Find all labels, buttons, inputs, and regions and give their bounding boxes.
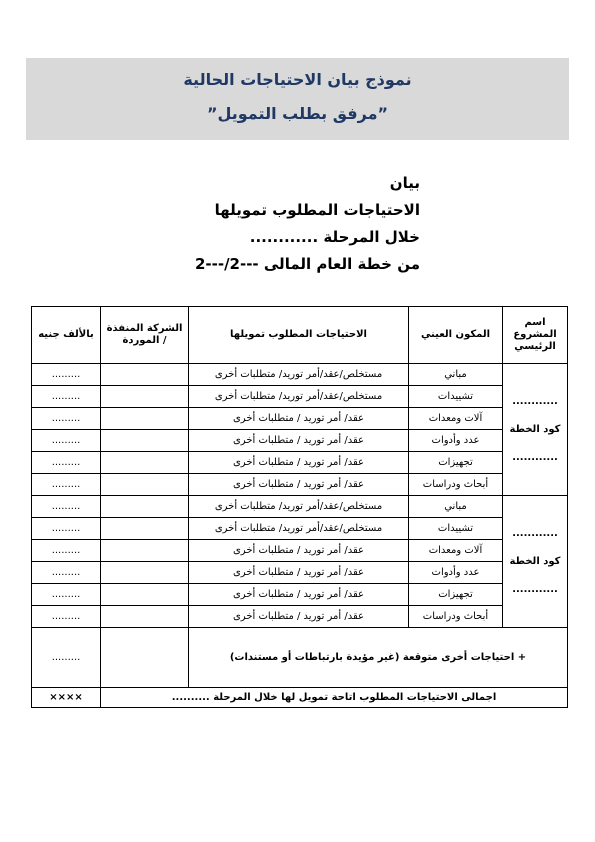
table-row (32, 540, 568, 562)
header-component: المكون العيني (409, 307, 503, 364)
need-cell: عقد/ أمر توريد / متطلبات أخرى (189, 562, 409, 584)
component-cell: آلات ومعدات (409, 408, 503, 430)
plan-code-placeholder: ............ (512, 451, 558, 463)
need-cell: مستخلص/عقد/أمر توريد/ متطلبات أخرى (189, 518, 409, 540)
component-cell: تشييدات (409, 386, 503, 408)
amount-cell: ......... (32, 562, 101, 584)
amount-cell: ......... (32, 408, 101, 430)
component-cell: أبحاث ودراسات (409, 606, 503, 628)
project-cell (503, 364, 568, 496)
table-row (32, 408, 568, 430)
component-cell: عدد وأدوات (409, 562, 503, 584)
company-cell (101, 474, 189, 496)
table-row (32, 474, 568, 496)
amount-cell: ......... (32, 474, 101, 496)
component-cell: أبحاث ودراسات (409, 474, 503, 496)
header-project: اسم المشروع الرئيسي (503, 307, 568, 364)
company-cell (101, 606, 189, 628)
company-cell (101, 408, 189, 430)
component-cell: تجهيزات (409, 452, 503, 474)
amount-cell: ......... (32, 430, 101, 452)
other-needs-amount: ......... (32, 628, 101, 688)
amount-cell: ......... (32, 496, 101, 518)
amount-cell: ......... (32, 584, 101, 606)
component-cell: تشييدات (409, 518, 503, 540)
company-cell (101, 386, 189, 408)
project-name-placeholder: ............ (512, 527, 558, 539)
table-row (32, 584, 568, 606)
need-cell: عقد/ أمر توريد / متطلبات أخرى (189, 408, 409, 430)
component-cell: تجهيزات (409, 584, 503, 606)
amount-cell: ......... (32, 386, 101, 408)
heading-statement: بيان (389, 174, 420, 192)
table-row (32, 518, 568, 540)
document-title: نموذج بيان الاحتياجات الحالية (183, 70, 412, 89)
document-subtitle: ”مرفق بطلب التمويل” (206, 104, 389, 123)
amount-cell: ......... (32, 364, 101, 386)
plan-code-label: كود الخطة (509, 555, 561, 567)
need-cell: عقد/ أمر توريد / متطلبات أخرى (189, 474, 409, 496)
title-banner (26, 58, 569, 140)
component-cell: مباني (409, 364, 503, 386)
company-cell (101, 518, 189, 540)
plan-code-label: كود الخطة (509, 423, 561, 435)
company-cell (101, 364, 189, 386)
needs-table (31, 306, 568, 708)
component-cell: آلات ومعدات (409, 540, 503, 562)
company-cell (101, 584, 189, 606)
need-cell: مستخلص/عقد/أمر توريد/ متطلبات أخرى (189, 496, 409, 518)
amount-cell: ......... (32, 540, 101, 562)
company-cell (101, 540, 189, 562)
table-row (32, 606, 568, 628)
need-cell: عقد/ أمر توريد / متطلبات أخرى (189, 540, 409, 562)
need-cell: مستخلص/عقد/أمر توريد/ متطلبات أخرى (189, 364, 409, 386)
table-header-row (32, 307, 568, 364)
need-cell: عقد/ أمر توريد / متطلبات أخرى (189, 430, 409, 452)
company-cell (101, 430, 189, 452)
company-cell (101, 496, 189, 518)
need-cell: عقد/ أمر توريد / متطلبات أخرى (189, 452, 409, 474)
amount-cell: ......... (32, 452, 101, 474)
heading-phase: خلال المرحلة ............ (249, 228, 420, 246)
table-row (32, 430, 568, 452)
need-cell: عقد/ أمر توريد / متطلبات أخرى (189, 606, 409, 628)
component-cell: عدد وأدوات (409, 430, 503, 452)
header-needs: الاحتياجات المطلوب تمويلها (189, 307, 409, 364)
heading-fiscal-year: من خطة العام المالى ---2/---2 (194, 255, 420, 273)
heading-needs: الاحتياجات المطلوب تمويلها (214, 201, 420, 219)
total-label: اجمالى الاحتياجات المطلوب اتاحة تمويل لها خلال المرحلة .......... (101, 688, 568, 708)
header-company: الشركة المنفذة / الموردة (101, 307, 189, 364)
need-cell: عقد/ أمر توريد / متطلبات أخرى (189, 584, 409, 606)
header-amount: بالألف جنيه (32, 307, 101, 364)
company-cell (101, 452, 189, 474)
amount-cell: ......... (32, 606, 101, 628)
table-row (32, 496, 568, 518)
table-row (32, 452, 568, 474)
plan-code-placeholder: ............ (512, 583, 558, 595)
other-needs-row (32, 628, 568, 688)
company-cell (101, 562, 189, 584)
total-amount: ×××× (32, 688, 101, 708)
component-cell: مباني (409, 496, 503, 518)
project-cell (503, 496, 568, 628)
other-needs-company (101, 628, 189, 688)
table-row (32, 364, 568, 386)
table-row (32, 562, 568, 584)
other-needs-label: + احتياجات أخرى متوقعة (غير مؤيدة بارتباطات أو مستندات) (189, 628, 568, 688)
amount-cell: ......... (32, 518, 101, 540)
table-row (32, 386, 568, 408)
total-row (32, 688, 568, 708)
project-name-placeholder: ............ (512, 395, 558, 407)
need-cell: مستخلص/عقد/أمر توريد/ متطلبات أخرى (189, 386, 409, 408)
